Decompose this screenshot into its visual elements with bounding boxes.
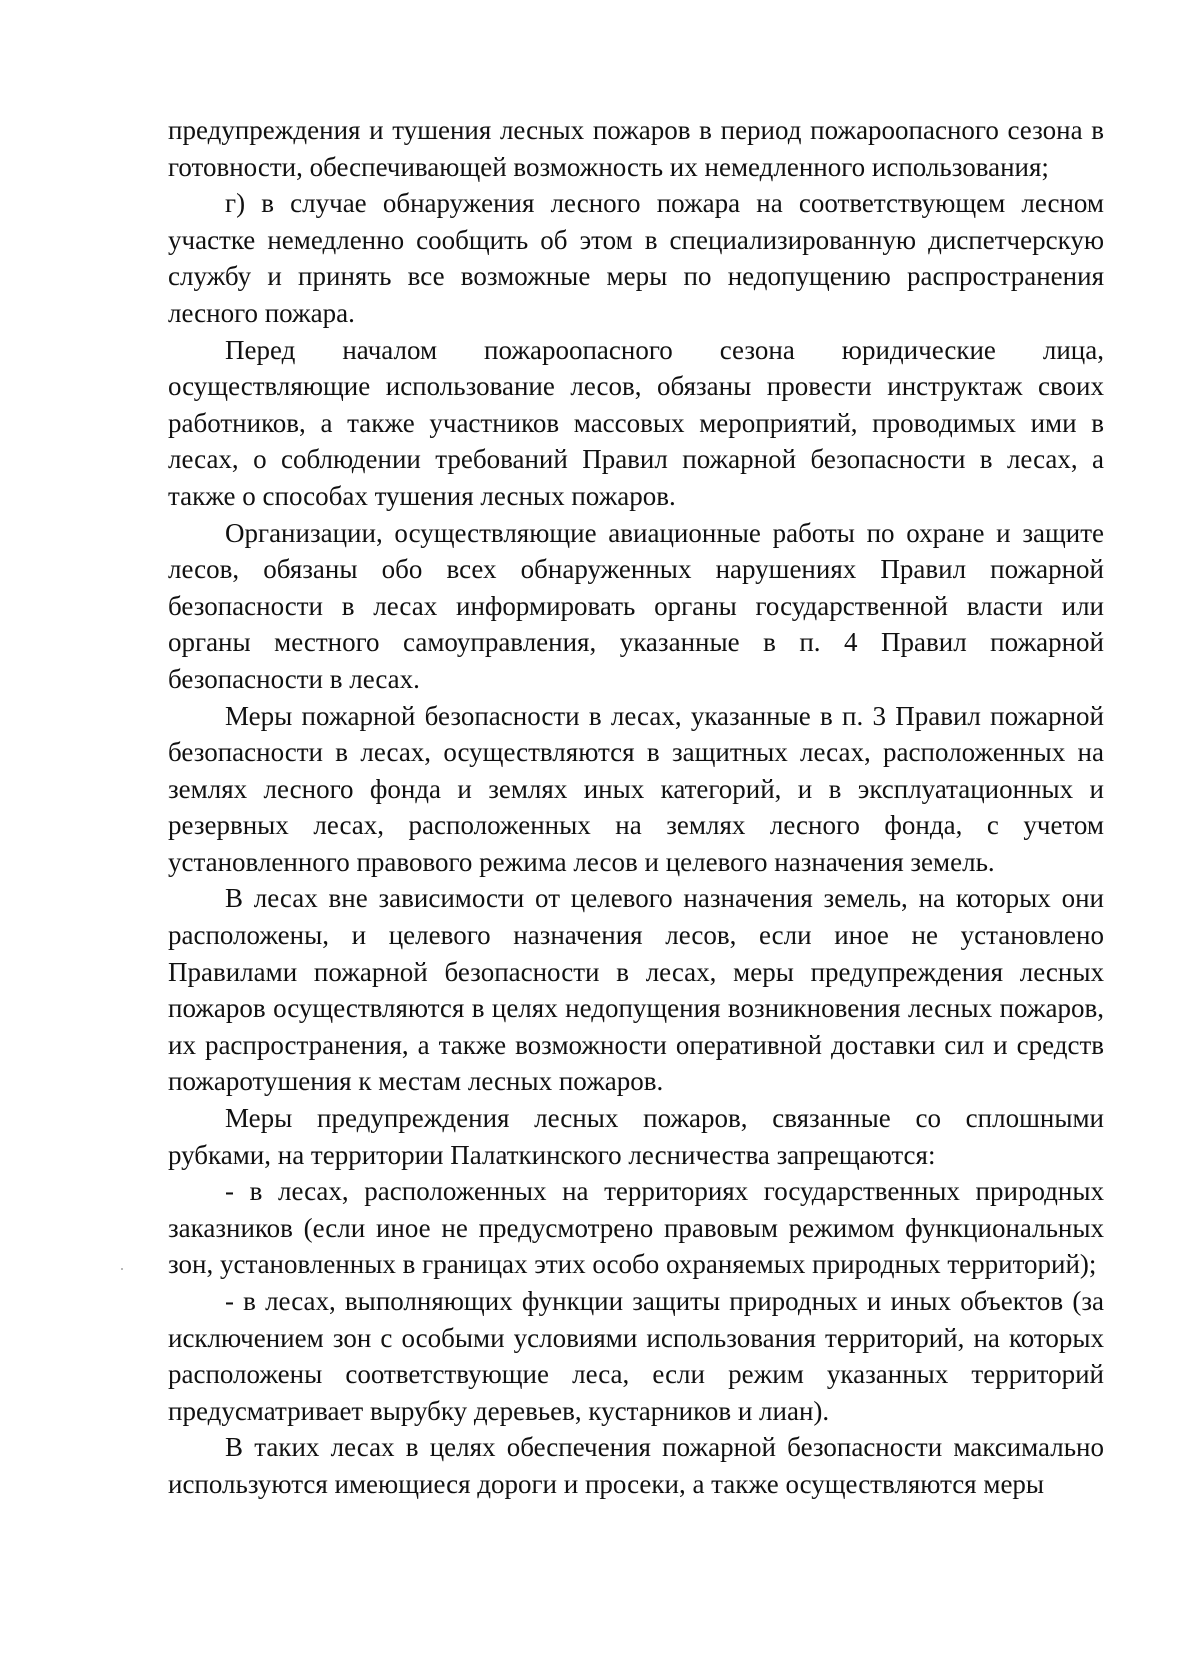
paragraph-clear-cutting-prohibition: Меры предупреждения лесных пожаров, связанные со сплошными рубками, на территории Палаткинского лесничества запрещаются: [168, 1103, 1104, 1170]
paragraph-item-g: г) в случае обнаружения лесного пожара на соответствующем лесном участке немедленно сообщить об этом в специализированную диспетчерскую службу и принять все возможные меры по недопущению распространения лесного пожара. [168, 188, 1104, 328]
paragraph-aviation-organizations: Организации, осуществляющие авиационные работы по охране и защите лесов, обязаны обо всех обнаруженных нарушениях Правил пожарной безопасности в лесах информировать органы государственной власти или органы местного самоуправления, указанные в п. 4 Правил пожарной безопасности в лесах. [168, 517, 1104, 694]
list-item-reserves: - в лесах, расположенных на территориях государственных природных заказников (если иное не предусмотрено правовым режимом функциональных зон, установленных в границах этих особо охраняемых природных территорий); [168, 1176, 1104, 1280]
paragraph-fire-safety-measures: Меры пожарной безопасности в лесах, указанные в п. 3 Правил пожарной безопасности в лесах, осуществляются в защитных лесах, расположенных на землях лесного фонда и землях иных категорий, и в эксплуатационных и резервных лесах, расположенных на землях лесного фонда, с учетом установленного правового режима лесов и целевого назначения земель. [168, 700, 1104, 877]
paragraph-continuation: предупреждения и тушения лесных пожаров в период пожароопасного сезона в готовности, обеспечивающей возможность их немедленного использования; [168, 115, 1104, 182]
paragraph-briefing: Перед началом пожароопасного сезона юридические лица, осуществляющие использование лесов, обязаны провести инструктаж своих работников, а также участников массовых мероприятий, проводимых ими в лесах, о соблюдении требований Правил пожарной безопасности в лесах, а также о способах тушения лесных пожаров. [168, 334, 1104, 511]
paragraph-roads-clearings: В таких лесах в целях обеспечения пожарной безопасности максимально используются имеющиеся дороги и просеки, а также осуществляются меры [168, 1432, 1104, 1499]
scan-artifact-dot [121, 1268, 123, 1270]
paragraph-prevention-measures: В лесах вне зависимости от целевого назначения земель, на которых они расположены, и целевого назначения лесов, если иное не установлено Правилами пожарной безопасности в лесах, меры предупреждения лесных пожаров осуществляются в целях недопущения возникновения лесных пожаров, их распространения, а также возможности оперативной доставки сил и средств пожаротушения к местам лесных пожаров. [168, 883, 1104, 1097]
list-item-protective-forests: - в лесах, выполняющих функции защиты природных и иных объектов (за исключением зон с особыми условиями использования территорий, на которых расположены соответствующие леса, если режим указанных территорий предусматривает вырубку деревьев, кустарников и лиан). [168, 1286, 1104, 1426]
document-page [168, 112, 1104, 1503]
